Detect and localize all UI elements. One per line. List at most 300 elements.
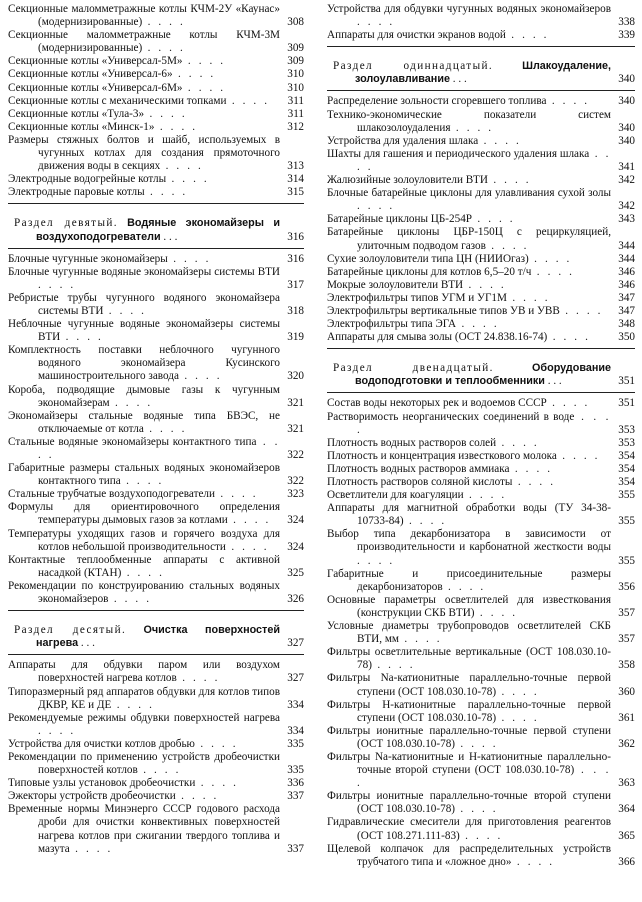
dot-leader: . . . . <box>144 186 188 199</box>
entry-title: Распределение зольности сгоревшего топлива <box>327 95 547 108</box>
toc-entry <box>8 186 304 199</box>
page-number: 315 <box>287 186 304 199</box>
toc-entry <box>327 148 635 174</box>
toc-entry <box>327 187 635 213</box>
toc-entry <box>327 266 635 279</box>
dot-leader: . . . . <box>455 803 499 816</box>
page-number: 346 <box>618 278 635 291</box>
entry-title: Электрофильтры вертикальные типов УВ и УВВ <box>327 304 560 317</box>
entry-title: Мокрые золоуловители ВТИ <box>327 278 464 291</box>
toc-entry <box>8 121 304 134</box>
dot-leader: . . . . <box>511 855 555 868</box>
page-number: 347 <box>618 304 635 317</box>
page-number: 313 <box>287 160 304 173</box>
page-number: 337 <box>287 842 304 855</box>
toc-entry <box>8 686 304 712</box>
dot-leader: . . . . <box>160 160 204 173</box>
toc-entry <box>327 174 635 187</box>
entry-title: Типоразмерный ряд аппаратов обдувки для котлов типов ДКВР, КЕ и ДЕ <box>8 685 280 711</box>
toc-entry <box>8 55 304 68</box>
toc-entry <box>8 384 304 410</box>
dot-leader: . . . . <box>38 278 76 291</box>
page-number: 355 <box>618 515 635 528</box>
section-rule <box>327 392 635 393</box>
dot-leader: . . . . <box>109 396 153 409</box>
entry-title: Плотность водных растворов солей <box>327 436 497 449</box>
page-number: 308 <box>287 16 304 29</box>
page-number: 327 <box>287 637 304 650</box>
dot-leader: . . . . <box>176 672 220 685</box>
toc-entry <box>8 318 304 344</box>
entry-title: Габаритные и присоединительные размеры декарбонизаторов <box>327 567 611 593</box>
entry-title: Электрофильтры типа ЭГА <box>327 318 457 331</box>
dot-leader: . . . <box>544 375 562 388</box>
entry-title: Секционные котлы «Универсал-5М» <box>8 55 183 68</box>
page-number: 318 <box>287 304 304 317</box>
dot-leader: . . . . <box>472 213 516 226</box>
page-number: 351 <box>618 397 635 410</box>
entry-title: Электродные водогрейные котлы <box>8 173 167 186</box>
page-number: 320 <box>287 370 304 383</box>
dot-leader: . . . . <box>182 81 226 94</box>
dot-leader: . . . . <box>166 173 210 186</box>
dot-leader: . . . . <box>357 147 612 173</box>
section-heading <box>8 217 304 243</box>
page-number: 309 <box>287 42 304 55</box>
page-number: 356 <box>618 580 635 593</box>
toc-entry <box>8 803 304 855</box>
section-heading <box>8 624 304 650</box>
entry-title: Батарейные циклоны для котлов 6,5–20 т/ч <box>327 265 532 278</box>
entry-title: Габаритные размеры стальных водяных экономайзеров контактного типа <box>8 462 280 488</box>
page-number: 316 <box>287 252 304 265</box>
toc-column-right <box>327 3 635 869</box>
entry-title: Размеры стяжных болтов и шайб, используемых в чугунных котлах для создания прямоточного движения воды в секциях <box>8 133 280 173</box>
entry-title: Ребристые трубы чугунного водяного экономайзера системы ВТИ <box>8 291 280 317</box>
page-number: 351 <box>618 375 635 388</box>
toc-entry <box>327 411 635 437</box>
dot-leader: . . . . <box>357 554 395 567</box>
page-number: 309 <box>287 55 304 68</box>
dot-leader: . . . . <box>178 370 223 383</box>
entry-title: Короба, подводящие дымовые газы к чугунным экономайзерам <box>8 383 280 409</box>
entry-title: Рекомендации по применению устройств дробеочистки поверхностей котлов <box>8 750 280 777</box>
entry-title: Батарейные циклоны ЦБР-150Ц с рециркуляцией, улиточным подводом газов <box>327 226 611 252</box>
entry-title: Устройства для удаления шлака <box>327 134 479 147</box>
toc-entry <box>327 305 635 318</box>
entry-title: Секционные маломметражные котлы КЧМ-2У «Каунас» (модернизированные) <box>8 3 280 29</box>
dot-leader: . . . <box>160 230 178 243</box>
section-rule <box>8 654 304 655</box>
toc-entry <box>327 279 635 292</box>
dot-leader: . . . . <box>546 397 590 410</box>
page-number: 366 <box>618 855 635 868</box>
page-number: 312 <box>287 120 304 133</box>
page-number: 360 <box>618 685 635 698</box>
dot-leader: . . . . <box>398 633 443 646</box>
page-number: 354 <box>618 476 635 488</box>
dot-leader: . . . . <box>142 42 186 55</box>
toc-entry <box>8 659 304 685</box>
entry-title: Секционные котлы «Тула-3» <box>8 107 145 120</box>
toc-entry <box>327 751 635 790</box>
page-number: 310 <box>287 68 304 81</box>
dot-leader: . . . . <box>121 566 165 579</box>
toc-entry <box>327 318 635 331</box>
toc-entry <box>8 292 304 318</box>
toc-entry <box>327 568 635 594</box>
section-rule <box>327 46 635 47</box>
dot-leader: . . . . <box>172 68 216 81</box>
entry-title: Стальные водяные экономайзеры контактного типа <box>8 435 257 448</box>
section-rule <box>8 610 304 611</box>
entry-title: Щелевой колпачок для распределительных устройств трубчатого типа и «ложное дно» <box>327 842 611 868</box>
toc-entry <box>8 3 304 29</box>
entry-title: Жалюзийные золоуловители ВТИ <box>327 174 488 187</box>
entry-title: Условные диаметры трубопроводов осветлителей СКБ ВТИ, мм <box>327 620 611 646</box>
dot-leader: . . . . <box>225 540 270 553</box>
entry-title: Аппараты для магнитной обработки воды (ТУ 34-38-10733-84) <box>327 502 611 528</box>
toc-entry <box>8 751 304 777</box>
page-number: 327 <box>287 672 304 685</box>
dot-leader: . . . . <box>496 436 540 449</box>
dot-leader: . . . . <box>531 265 575 278</box>
page-number: 365 <box>618 829 635 842</box>
dot-leader: . . . . <box>456 318 500 331</box>
entry-title: Секционные котлы «Универсал-6М» <box>8 81 183 94</box>
dot-leader: . . . . <box>194 737 239 750</box>
section-title: Водяные экономайзеры и воздухоподогреватели <box>36 217 280 243</box>
entry-title: Фильтры Н-катионитные параллельно-точные первой ступени (ОСТ 108.030.10-78) <box>327 698 611 724</box>
section-title: Шлакоудаление, золоулавливание <box>355 60 611 86</box>
page-number: 311 <box>287 107 304 120</box>
toc-entry <box>8 488 304 501</box>
toc-entry <box>8 173 304 186</box>
page-number: 319 <box>287 331 304 344</box>
page-number: 321 <box>287 422 304 435</box>
entry-title: Секционные котлы «Универсал-6» <box>8 68 173 81</box>
dot-leader: . . . . <box>459 829 503 842</box>
dot-leader: . . . . <box>111 698 155 711</box>
toc-entry <box>8 777 304 790</box>
section-number: Раздел двенадцатый. <box>333 362 494 375</box>
toc-entry <box>327 29 635 42</box>
page-number: 338 <box>618 16 635 29</box>
section-title: Очистка поверхностей нагрева <box>36 624 280 650</box>
page-number: 357 <box>618 633 635 646</box>
entry-title: Секционные котлы с механическими топками <box>8 94 227 107</box>
toc-entry <box>8 134 304 173</box>
entry-title: Электродные паровые котлы <box>8 186 145 199</box>
page-number: 316 <box>287 230 304 243</box>
page-number: 324 <box>287 514 304 527</box>
entry-title: Аппараты для смыва золы (ОСТ 24.838.16-74) <box>327 331 548 344</box>
entry-title: Экономайзеры стальные водяные типа БВЭС, не отключаемые от котла <box>8 409 280 435</box>
toc-entry <box>8 108 304 121</box>
page-number: 321 <box>287 396 304 409</box>
page-number: 353 <box>618 436 635 449</box>
toc-entry <box>327 331 635 344</box>
entry-title: Технико-экономические показатели систем шлакозолоудаления <box>327 108 611 134</box>
dot-leader: . . . <box>449 73 467 86</box>
entry-title: Состав воды некоторых рек и водоемов СССР <box>327 397 547 410</box>
page-number: 344 <box>618 252 635 265</box>
page-number: 364 <box>618 803 635 816</box>
page-number: 337 <box>287 790 304 803</box>
page-number: 314 <box>287 173 304 186</box>
dot-leader: . . . . <box>103 304 147 317</box>
entry-title: Рекомендуемые режимы обдувки поверхностей нагрева <box>8 711 280 724</box>
dot-leader: . . . . <box>60 331 104 344</box>
section-heading <box>327 60 635 86</box>
page-number: 335 <box>287 764 304 777</box>
dot-leader: . . . . <box>120 475 164 488</box>
dot-leader: . . . . <box>182 55 226 68</box>
dot-leader: . . . . <box>546 95 590 108</box>
toc-entry <box>8 790 304 803</box>
dot-leader: . . . . <box>357 410 611 436</box>
toc-entry <box>8 82 304 95</box>
toc-entry <box>8 554 304 580</box>
entry-title: Секционные котлы «Минск-1» <box>8 120 155 133</box>
entry-title: Аппараты для очистки экранов водой <box>327 29 506 42</box>
toc-entry <box>8 29 304 55</box>
dot-leader: . . . . <box>371 659 416 672</box>
entry-title: Фильтры Na-катионитные параллельно-точные первой ступени (ОСТ 108.030.10-78) <box>327 672 611 698</box>
section-number: Раздел десятый. <box>14 624 127 637</box>
entry-title: Аппараты для обдувки паром или воздухом поверхностей нагрева котлов <box>8 659 280 685</box>
toc-entry <box>327 502 635 528</box>
toc-entry <box>327 646 635 672</box>
toc-entry <box>327 699 635 725</box>
entry-title: Плотность и концентрация известкового молока <box>327 449 557 462</box>
page-number: 355 <box>618 489 635 502</box>
page-number: 361 <box>618 711 635 724</box>
section-title: Оборудование водоподготовки и теплообменники <box>355 362 611 388</box>
toc-entry <box>327 594 635 620</box>
page-number: 311 <box>287 94 304 107</box>
entry-title: Устройства для очистки котлов дробью <box>8 737 195 750</box>
entry-title: Плотность растворов соляной кислоты <box>327 476 513 488</box>
dot-leader: . . . . <box>137 764 181 777</box>
dot-leader: . . . . <box>38 435 280 461</box>
toc-entry <box>327 476 635 489</box>
toc-entry <box>327 620 635 646</box>
dot-leader: . . . . <box>108 593 152 606</box>
dot-leader: . . . . <box>195 777 239 790</box>
dot-leader: . . . . <box>478 134 522 147</box>
page-number: 342 <box>618 174 635 187</box>
section-rule <box>8 203 304 204</box>
toc-entry <box>8 344 304 383</box>
page-number: 348 <box>618 318 635 331</box>
entry-title: Осветлители для коагуляции <box>327 489 464 502</box>
page-number: 334 <box>287 698 304 711</box>
toc-entry <box>327 226 635 252</box>
page-number: 310 <box>287 81 304 94</box>
entry-title: Блочные чугунные водяные экономайзеры системы ВТИ <box>8 265 280 278</box>
page-number: 340 <box>618 134 635 147</box>
toc-entry <box>327 292 635 305</box>
page-number: 323 <box>287 488 304 501</box>
entry-title: Гидравлические смесители для приготовления реагентов (ОСТ 108.271.111-83) <box>327 816 611 842</box>
page-number: 350 <box>618 331 635 344</box>
dot-leader: . . . . <box>215 488 259 501</box>
toc-entry <box>327 790 635 816</box>
page-number: 324 <box>287 540 304 553</box>
section-rule <box>8 248 304 249</box>
toc-entry <box>327 135 635 148</box>
toc-entry <box>8 738 304 751</box>
page-number: 346 <box>618 265 635 278</box>
toc-entry <box>327 3 635 29</box>
page-number: 341 <box>618 160 635 173</box>
page-number: 363 <box>618 777 635 790</box>
section-heading <box>327 362 635 388</box>
dot-leader: . . . . <box>442 580 486 593</box>
page-number: 322 <box>287 449 304 461</box>
entry-title: Выбор типа декарбонизатора в зависимости от производительности и карбонатной жесткости воды <box>327 528 611 554</box>
page-number: 355 <box>618 554 635 567</box>
dot-leader: . . . . <box>455 737 499 750</box>
dot-leader: . . . . <box>143 422 187 435</box>
page-number: 353 <box>618 423 635 436</box>
entry-title: Фильтры осветлительные вертикальные (ОСТ 108.030.10-78) <box>327 646 611 672</box>
dot-leader: . . . . <box>357 200 395 213</box>
toc-entry <box>8 501 304 527</box>
toc-entry <box>327 489 635 502</box>
dot-leader: . . . . <box>144 107 188 120</box>
dot-leader: . . . . <box>509 462 553 475</box>
page-number: 340 <box>618 95 635 108</box>
section-number: Раздел девятый. <box>14 217 118 230</box>
toc-entry <box>8 462 304 488</box>
page-number: 343 <box>618 213 635 226</box>
dot-leader: . . . . <box>547 331 591 344</box>
toc-entry <box>327 816 635 842</box>
toc-entry <box>8 410 304 436</box>
entry-title: Неблочные чугунные водяные экономайзеры системы ВТИ <box>8 318 280 344</box>
section-rule <box>327 90 635 91</box>
entry-title: Растворимость неорганических соединений в воде <box>327 410 575 423</box>
entry-title: Секционные маломметражные котлы КЧМ-3М (модернизированные) <box>8 29 280 55</box>
page-number: 336 <box>287 777 304 790</box>
toc-entry <box>327 253 635 266</box>
dot-leader: . . . . <box>528 252 572 265</box>
entry-title: Формулы для ориентировочного определения температуры дымовых газов за котлами <box>8 501 280 527</box>
dot-leader: . . . . <box>556 449 601 462</box>
toc-entry <box>8 253 304 266</box>
page-number: 325 <box>287 566 304 579</box>
page-number: 357 <box>618 606 635 619</box>
dot-leader: . . . . <box>357 764 611 790</box>
entry-title: Блочные батарейные циклоны для улавливания сухой золы <box>327 187 611 200</box>
dot-leader: . . . . <box>474 606 518 619</box>
page-number: 334 <box>287 724 304 737</box>
toc-entry <box>8 580 304 606</box>
toc-entry <box>327 109 635 135</box>
page-number: 326 <box>287 593 304 606</box>
entry-title: Электрофильтры типов УГМ и УГ1М <box>327 291 507 304</box>
entry-title: Основные параметры осветлителей для известкования (конструкции СКБ ВТИ) <box>327 593 611 619</box>
toc-entry <box>8 712 304 738</box>
entry-title: Устройства для обдувки чугунных водяных экономайзеров <box>327 3 611 15</box>
page-number: 339 <box>618 29 635 42</box>
page-number: 358 <box>618 659 635 672</box>
page-number: 362 <box>618 737 635 750</box>
page-number: 344 <box>618 239 635 252</box>
page-number: 322 <box>287 475 304 488</box>
entry-title: Типовые узлы установок дробеочистки <box>8 777 196 790</box>
dot-leader: . . . . <box>38 724 76 737</box>
toc-entry <box>8 266 304 292</box>
dot-leader: . . . . <box>506 291 551 304</box>
entry-title: Фильтры ионитные параллельно-точные второй ступени (ОСТ 108.030.10-78) <box>327 790 611 816</box>
toc-entry <box>8 95 304 108</box>
dot-leader: . . . . <box>496 711 540 724</box>
dot-leader: . . . . <box>175 790 219 803</box>
dot-leader: . . . . <box>559 304 604 317</box>
entry-title: Эжекторы устройств дробеочистки <box>8 790 176 803</box>
dot-leader: . . . . <box>512 476 556 488</box>
toc-entry <box>327 213 635 226</box>
entry-title: Контактные теплообменные аппараты с активной насадкой (КТАН) <box>8 553 280 579</box>
dot-leader: . . . . <box>227 514 271 527</box>
dot-leader: . . . . <box>505 29 550 42</box>
toc-column-left <box>8 3 304 856</box>
dot-leader: . . . . <box>463 489 507 502</box>
page-number: 347 <box>618 291 635 304</box>
toc-entry <box>327 95 635 108</box>
entry-title: Фильтры ионитные параллельно-точные первой ступени (ОСТ 108.030.10-78) <box>327 724 611 750</box>
dot-leader: . . . . <box>485 239 530 252</box>
dot-leader: . . . . <box>226 94 270 107</box>
entry-title: Батарейные циклоны ЦБ-254Р <box>327 213 473 226</box>
toc-entry <box>327 397 635 410</box>
dot-leader: . . . . <box>450 121 494 134</box>
toc-entry <box>8 436 304 462</box>
entry-title: Комплектность поставки неблочного чугунного водяного экономайзера Кусинского машиностроительного завода <box>8 344 280 383</box>
dot-leader: . . . <box>78 637 95 650</box>
page-number: 340 <box>618 73 635 86</box>
dot-leader: . . . . <box>357 16 395 29</box>
toc-entry <box>327 843 635 869</box>
page-number: 354 <box>618 462 635 475</box>
entry-title: Сухие золоуловители типа ЦН (НИИОгаз) <box>327 252 529 265</box>
toc-entry <box>8 528 304 554</box>
entry-title: Стальные трубчатые воздухоподогреватели <box>8 488 215 501</box>
entry-title: Рекомендации по конструированию стальных водяных экономайзеров <box>8 579 280 606</box>
dot-leader: . . . . <box>403 515 447 528</box>
page-number: 342 <box>618 200 635 213</box>
dot-leader: . . . . <box>167 252 211 265</box>
section-rule <box>327 348 635 349</box>
toc-entry <box>327 437 635 450</box>
entry-title: Температуры уходящих газов и горячего воздуха для котлов небольшой производительности <box>8 527 280 553</box>
toc-entry <box>327 672 635 698</box>
page-number: 340 <box>618 121 635 134</box>
toc-entry <box>327 528 635 567</box>
toc-entry <box>327 725 635 751</box>
dot-leader: . . . . <box>463 278 507 291</box>
section-number: Раздел одиннадцатый. <box>333 60 494 73</box>
entry-title: Шахты для гашения и периодического удаления шлака <box>327 147 590 160</box>
dot-leader: . . . . <box>142 16 186 29</box>
page-number: 317 <box>287 278 304 291</box>
entry-title: Фильтры Na-катионитные и Н-катионитные параллельно-точные второй ступени (ОСТ 108.030.10-78) <box>327 750 611 777</box>
entry-title: Плотность водных растворов аммиака <box>327 462 510 475</box>
dot-leader: . . . . <box>487 174 532 187</box>
